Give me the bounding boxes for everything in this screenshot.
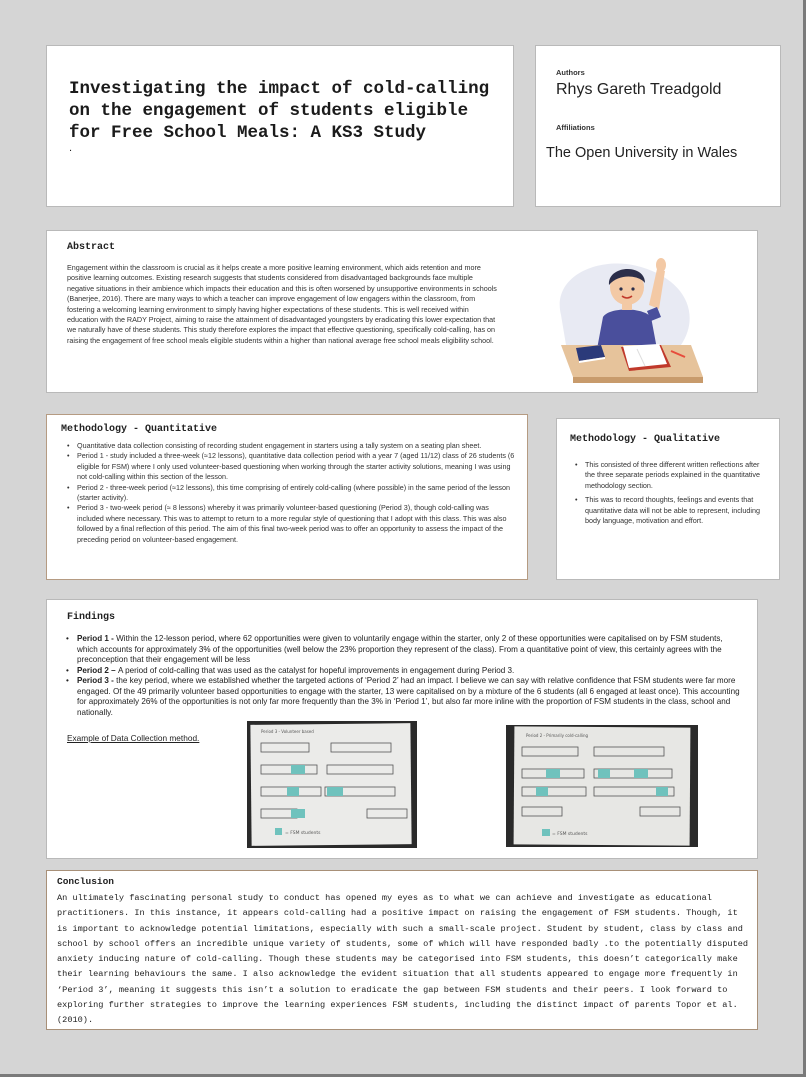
list-item [65, 676, 745, 718]
authors-label: Authors [556, 68, 585, 77]
abstract-card [46, 230, 758, 393]
methodology-quantitative-card [46, 414, 528, 580]
list-item: • Period 2 - three-week period (≈12 lessons), this time comprising of entirely cold-calling (where possible) in the same period of the lesson (starter activity). [65, 483, 517, 504]
list-item [65, 666, 745, 677]
photo-2-legend: = FSM students [552, 832, 588, 837]
findings-period-label: Period 1 - [77, 634, 117, 643]
findings-heading: Findings [67, 612, 116, 623]
list-item [65, 634, 745, 666]
list-item: • This was to record thoughts, feelings and events that quantitative data will not be able to represent, including body language, motivation and effort. [575, 495, 771, 526]
abstract-heading: Abstract [67, 242, 116, 253]
findings-period-label: Period 3 - [77, 676, 117, 685]
poster-title: Investigating the impact of cold-calling on the engagement of students eligible for Free School Meals: A KS3 Study [69, 79, 490, 143]
affiliations-label: Affiliations [556, 123, 595, 132]
data-collection-photo-2 [506, 725, 698, 847]
findings-period-text: A period of cold-calling that was used as the catalyst for hopeful improvements in engagement during Period 3. [117, 665, 515, 675]
findings-list [65, 634, 745, 718]
methodology-qualitative-list [575, 460, 771, 530]
list-item: • Quantitative data collection consisting of recording student engagement in starters using a tally system on a seating plan sheet. [65, 441, 517, 451]
student-raising-hand-illustration [521, 245, 711, 391]
affiliation-name: The Open University in Wales [546, 145, 738, 161]
conclusion-heading: Conclusion [57, 876, 115, 887]
list-item: • Period 3 - two-week period (≈ 8 lessons) whereby it was primarily volunteer-based questioning (Period 3), though cold-calling was included where necessary. This was to attempt to return to a more regular style of questioning that I adopt with this class. This was also followed by a final reflection of this period. The aim of this final two-week period was to offer an opportunity to assess the impact of the preceding period on volunteer-based engagement. [65, 503, 517, 545]
conclusion-card [46, 870, 758, 1030]
photo-1-legend: = FSM students [285, 831, 321, 836]
methodology-quantitative-list [65, 441, 517, 545]
findings-period-label: Period 2 – [77, 665, 118, 675]
data-collection-photo-1 [247, 721, 417, 848]
methodology-qualitative-card [556, 418, 780, 580]
list-item: • This consisted of three different written reflections after the three separate periods explained in the quantitative methodology section. [575, 460, 771, 491]
methodology-qualitative-heading: Methodology - Qualitative [570, 434, 721, 445]
conclusion-text: An ultimately fascinating personal study to conduct has opened my eyes as to what we can achieve and investigate as educational practitioners. In this instance, it appears cold-calling had a positive impact on raising the engagement of FSM students. Though, it is important to acknowledge potential limitations, especially with such a small-scale project. Student by student, class by class and school by school offers an incredible unique variety of students, some of which will have responded badly .to the potentially disputed anxiety inducing nature of cold-calling. Though these students may be categorised into FSM students, this doesn’t categorically make their learning behaviours the same. I also acknowledge the evident situation that all students appeared to engage more frequently in ‘Period 3’, meaning it suggests this isn’t a solution to eradicate the gap between FSM students and their peers. I look forward to exploring further strategies to improve the learning experiences FSM students, including the distinct impact of parents Topor et al. (2010). [57, 893, 749, 1026]
author-name: Rhys Gareth Treadgold [556, 81, 722, 98]
seating-plan-sheet-image [506, 725, 698, 847]
authors-card [535, 45, 781, 207]
findings-card [46, 599, 758, 859]
photo-1-caption: Period 3 - Volunteer based [261, 729, 314, 734]
abstract-text: Engagement within the classroom is crucial as it helps create a more positive learning environment, which aids retention and more positive learning outcomes. Existing research suggests that students considered from disadvantaged backgrounds face multiple negative situations in their ambience which impacts their education and this is often worsened by unsupportive environments in schools (Banerjee, 2016). There are many ways to which a teacher can improve engagement of low engagers within the classroom, from fostering a welcoming learning environment to simply having higher expectations of these students. This is well received within education with the RADY Project, aiming to raise the attainment of disadvantaged youngsters by eradicating this lower expectation that we naturally have of these students. This study therefore explores the impact that effective questioning, specifically cold-calling, has on raising the engagement of free school meals eligible students within a higher than national average free school meals eligibility school. [67, 263, 497, 345]
title-dot: . [69, 142, 73, 154]
data-collection-example-label: Example of Data Collection method. [67, 733, 200, 743]
methodology-quantitative-heading: Methodology - Quantitative [61, 424, 218, 435]
seating-plan-sheet-image [247, 721, 417, 848]
photo-2-caption: Period 2 - Primarily cold-calling [526, 733, 589, 738]
findings-period-text: Within the 12-lesson period, where 62 opportunities were given to voluntarily engage within the starter, only 2 of these opportunities were capitalised on by FSM students, which accounts for approximately 3% of the opportunities (well below the 23% proportion they represent of the class). From a quantitative point of view, this certainly agrees with the preconception that their engagement will be less [77, 634, 723, 664]
list-item: • Period 1 - study included a three-week (≈12 lessons), quantitative data collection period with a year 7 (aged 11/12) class of 26 students (6 eligible for FSM) where I only used volunteer-based questioning when working through the starter activity solutions, meaning I was using not cold-calling within this section of the lesson. [65, 451, 517, 482]
findings-period-text: the key period, where we established whether the targeted actions of ‘Period 2’ had an impact. I believe we can say with relative confidence that FSM students were far more engaged. Of the 49 primarily volunteer based opportunities to engage with the starter, 13 were capitalised on by a mixture of the 6 students (all 6 engaged at least once). This accounting for approximately 26% of the opportunities is not only far more frequently than the 3% in ‘Period 1’, but also far more inline with the proportion of FSM students in the class, school and nationally. [77, 676, 740, 717]
title-card [46, 45, 514, 207]
